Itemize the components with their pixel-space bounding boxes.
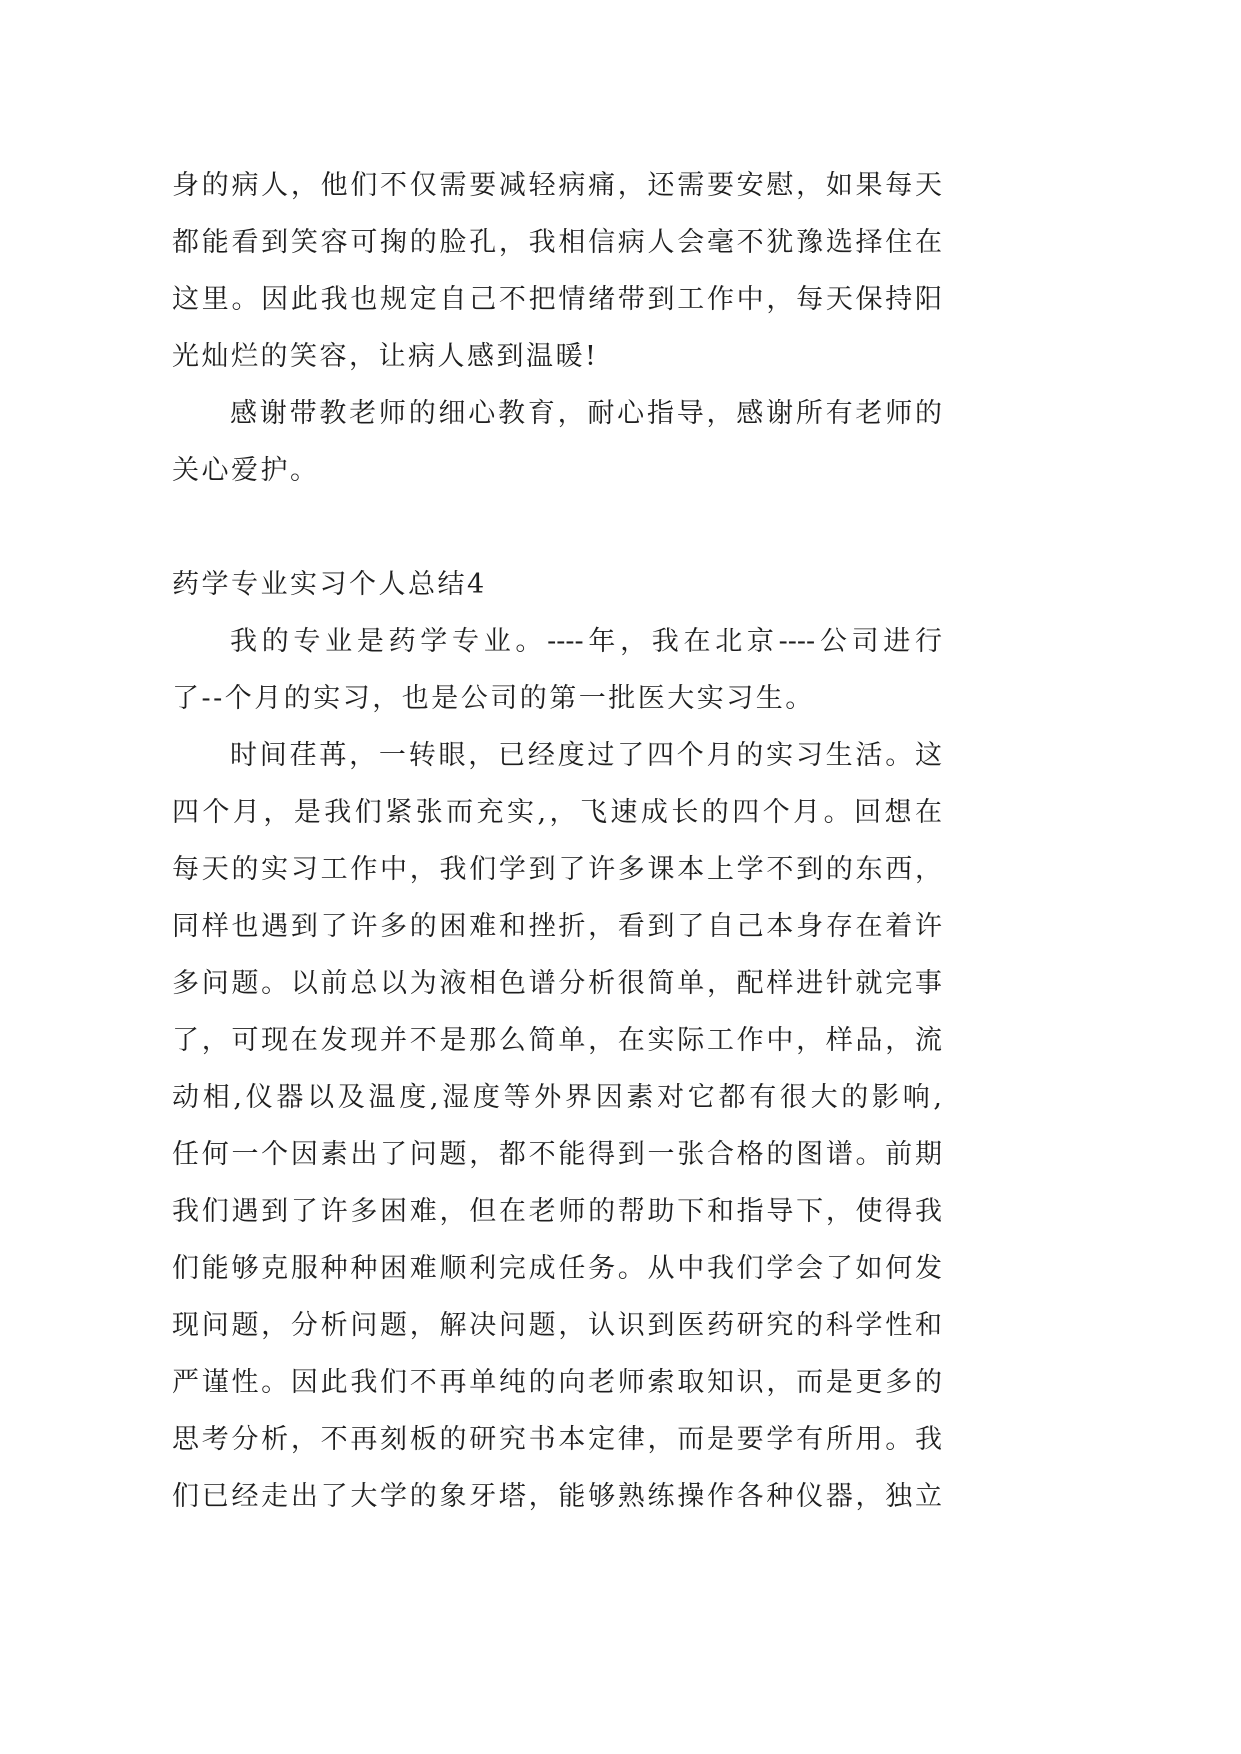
section-heading: 药学专业实习个人总结4	[172, 569, 487, 600]
text-line: 们能够克服种种困难顺利完成任务。从中我们学会了如何发	[172, 1253, 942, 1284]
blank-line	[172, 499, 942, 556]
text-line: 这里。因此我也规定自己不把情绪带到工作中，每天保持阳	[172, 284, 942, 315]
text-line: 严谨性。因此我们不再单纯的向老师索取知识，而是更多的	[172, 1367, 942, 1398]
text-line: 任何一个因素出了问题，都不能得到一张合格的图谱。前期	[172, 1139, 942, 1170]
paragraph	[172, 157, 942, 385]
text-line: 我的专业是药学专业。----年，我在北京----公司进行	[230, 626, 942, 657]
text-line: 感谢带教老师的细心教育，耐心指导，感谢所有老师的	[230, 398, 942, 429]
paragraph	[172, 613, 942, 727]
text-line: 了--个月的实习，也是公司的第一批医大实习生。	[172, 683, 815, 714]
text-line: 关心爱护。	[172, 455, 320, 486]
text-line: 同样也遇到了许多的困难和挫折，看到了自己本身存在着许	[172, 911, 942, 942]
text-line: 四个月，是我们紧张而充实,，飞速成长的四个月。回想在	[172, 797, 942, 828]
paragraph	[172, 385, 942, 499]
document-body	[172, 157, 942, 1525]
text-line: 动相,仪器以及温度,湿度等外界因素对它都有很大的影响,	[172, 1082, 942, 1113]
text-line: 身的病人，他们不仅需要减轻病痛，还需要安慰，如果每天	[172, 170, 942, 201]
text-line: 都能看到笑容可掬的脸孔，我相信病人会毫不犹豫选择住在	[172, 227, 942, 258]
text-line: 光灿烂的笑容，让病人感到温暖!	[172, 341, 599, 372]
paragraph	[172, 727, 942, 1525]
text-line: 们已经走出了大学的象牙塔，能够熟练操作各种仪器，独立	[172, 1481, 942, 1512]
text-line: 多问题。以前总以为液相色谱分析很简单，配样进针就完事	[172, 968, 942, 999]
text-line: 了，可现在发现并不是那么简单，在实际工作中，样品，流	[172, 1025, 942, 1056]
text-line: 我们遇到了许多困难，但在老师的帮助下和指导下，使得我	[172, 1196, 942, 1227]
text-line: 时间荏苒，一转眼，已经度过了四个月的实习生活。这	[230, 740, 942, 771]
text-line: 现问题，分析问题，解决问题，认识到医药研究的科学性和	[172, 1310, 942, 1341]
text-line: 思考分析，不再刻板的研究书本定律，而是要学有所用。我	[172, 1424, 942, 1455]
text-line: 每天的实习工作中，我们学到了许多课本上学不到的东西，	[172, 854, 942, 885]
